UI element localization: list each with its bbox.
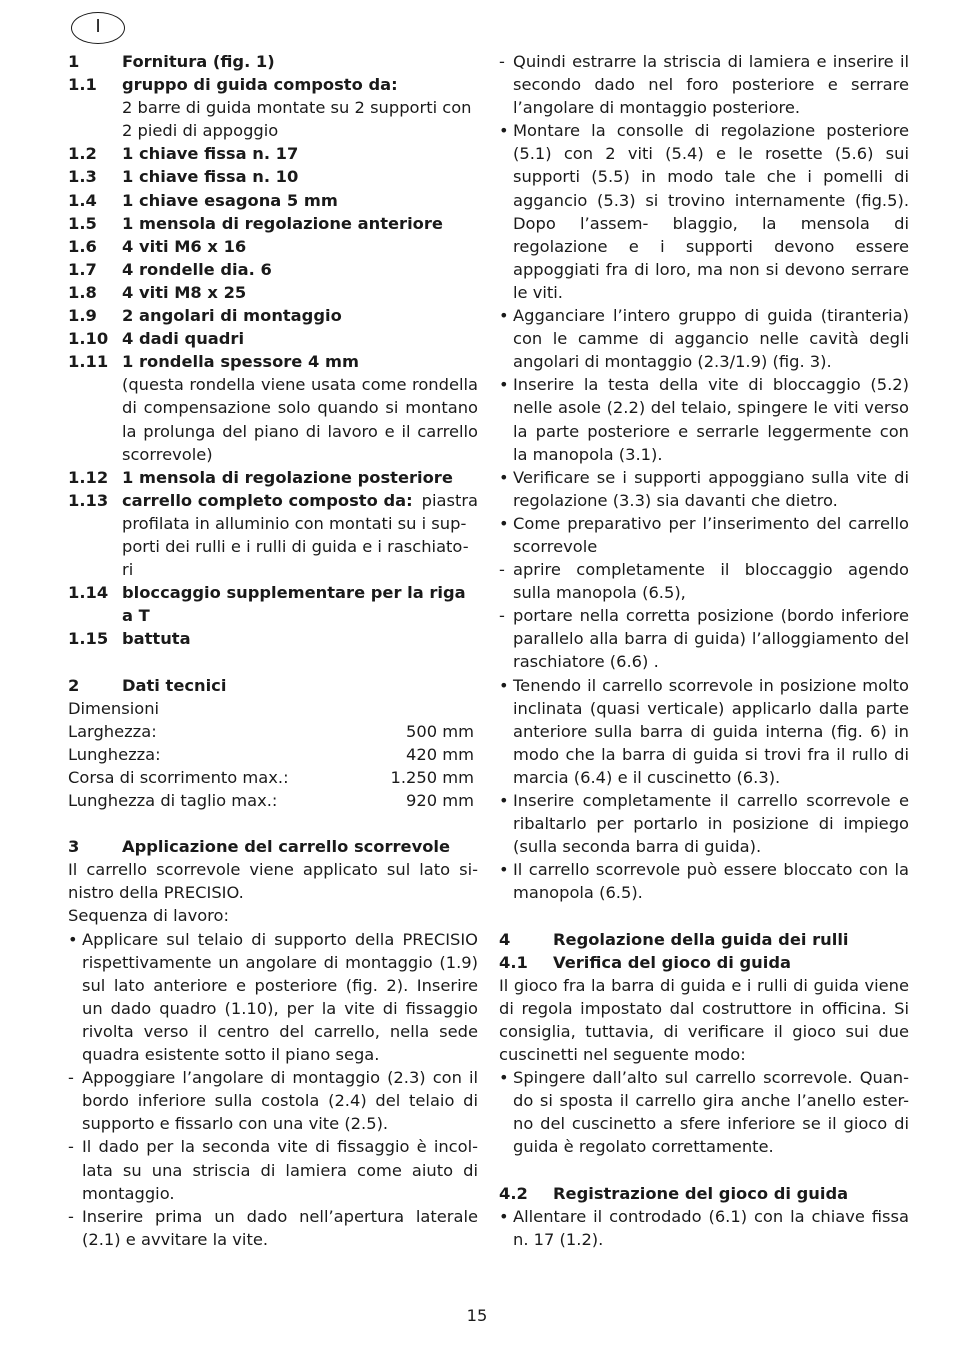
bullet-marker: • [499, 1068, 509, 1088]
step-item [499, 512, 909, 558]
spec-value: 920 mm [406, 791, 474, 810]
bullet-marker: • [499, 513, 509, 533]
list-item [68, 235, 478, 258]
item-number: 1.7 [68, 259, 97, 279]
item-title: 4 viti M6 x 16 [122, 236, 247, 256]
section-number: 4.2 [499, 1183, 528, 1203]
section-number: 2 [68, 675, 80, 695]
list-item [68, 327, 478, 350]
list-item [68, 142, 478, 165]
list-item [68, 489, 478, 512]
step-item [499, 304, 909, 373]
step-item [499, 789, 909, 858]
list-item [68, 189, 478, 212]
section-title: Regolazione della guida dei rulli [553, 929, 849, 949]
bullet-marker: • [499, 1206, 509, 1226]
list-item [68, 281, 478, 304]
step-text: Agganciare l’intero gruppo di guida (tiranteria) con le camme di aggancio nelle cavità degli angolari di montaggio (2.3/1.9) (fig. 3). [513, 306, 909, 372]
step-text: Montare la consolle di regolazione posteriore (5.1) con 2 viti (5.4) e le rosette (5.6) sui supporti (5.5) in modo tale che i pomelli di aggancio (5.3) si trovino internamente (fig.5). Dopo l’assem- blaggio, la mensola di regolazione e i supporti devono essere appoggiati fra di loro, ma non si devono serrare le viti. [513, 121, 909, 302]
bullet-marker: • [499, 467, 509, 487]
step-item [499, 858, 909, 904]
bullet-marker: • [499, 791, 509, 810]
dash-marker: - [499, 606, 505, 626]
dash-marker: - [68, 1068, 74, 1088]
item-title: 4 viti M8 x 25 [122, 282, 247, 302]
bullet-marker: • [499, 860, 509, 880]
left-column [68, 50, 478, 1251]
item-title-continuation: piastra [421, 490, 478, 510]
step-item [499, 674, 909, 789]
item-title: bloccaggio supplementare per la riga a T [122, 583, 466, 626]
section-number: 4.1 [499, 952, 528, 972]
section-number: 4 [499, 929, 511, 949]
step-text: aprire completamente il bloccaggio agendo sulla manopola (6.5), [513, 560, 909, 603]
dash-marker: - [68, 1206, 74, 1226]
section-title: Applicazione del carrello scorrevole [122, 837, 451, 857]
list-item [68, 73, 478, 96]
dash-marker: - [499, 560, 505, 580]
step-text: Spingere dall’alto sul carrello scorrevole. Quan- do si sposta il carrello gira anche l’anello ester- no del cuscinetto a sfere inferiore se il gioco di guida è regolato correttamente. [513, 1068, 909, 1157]
bullet-marker: • [68, 929, 78, 949]
item-number: 1.15 [68, 629, 109, 649]
subsection-body: Il gioco fra la barra di guida e i rulli di guida viene di regola impostato dal costruttore in officina. Si consiglia, tuttavia, di verificare il gioco sui due cuscinetti nel seguente modo: [499, 975, 909, 1065]
spec-row [68, 743, 474, 766]
bullet-marker: • [499, 375, 509, 395]
item-number: 1.4 [68, 190, 97, 210]
section-intro: Il carrello scorrevole viene applicato sul lato si- nistro della PRECISIO. [68, 860, 478, 903]
item-number: 1.1 [68, 75, 97, 95]
item-number: 1.3 [68, 167, 97, 187]
section-1-heading [68, 50, 478, 73]
item-number: 1.13 [68, 490, 109, 510]
list-item [68, 627, 478, 650]
step-text: Applicare sul telaio di supporto della PRECISIO rispettivamente un angolare di montaggio (1.9) sul lato anteriore e posteriore (fig. 2). Inserire un dado quadro (1.10), per la vite di fissaggio rivolta verso il centro del carrello, nella sede quadra esistente sotto il piano sega. [82, 929, 478, 1065]
step-item [499, 1205, 909, 1251]
item-title: 1 mensola di regolazione posteriore [122, 467, 453, 487]
step-item [499, 1066, 909, 1158]
item-title: gruppo di guida composto da: [122, 75, 398, 95]
list-item [68, 350, 478, 373]
item-title: 1 mensola di regolazione anteriore [122, 213, 443, 233]
bullet-marker: • [499, 121, 509, 141]
step-item [499, 119, 909, 304]
step-text: Quindi estrarre la striscia di lamiera e inserire il secondo dado nel foro posteriore e serrare l’angolare di montaggio posteriore. [513, 52, 909, 118]
item-number: 1.14 [68, 583, 109, 603]
step-item [499, 466, 909, 512]
item-title: carrello completo composto da: [122, 490, 413, 510]
item-title: 1 chiave fissa n. 10 [122, 167, 299, 187]
subsection-4-2-heading [499, 1182, 909, 1205]
section-2-heading [68, 674, 478, 697]
list-item [68, 258, 478, 281]
item-title: 4 rondelle dia. 6 [122, 259, 272, 279]
spec-value: 500 mm [406, 721, 474, 741]
step-item [68, 928, 478, 1067]
section-title: Fornitura (fig. 1) [122, 52, 275, 71]
step-text: Inserire la testa della vite di bloccaggio (5.2) nelle asole (2.2) del telaio, spingere le viti verso la parte posteriore e serrarle leggermente con la manopola (3.1). [513, 375, 909, 464]
item-number: 1.8 [68, 282, 97, 302]
step-text: portare nella corretta posizione (bordo inferiore parallelo alla barra di guida) l’alloggiamento del raschiatore (6.6) . [513, 606, 909, 672]
item-title: 2 angolari di montaggio [122, 306, 342, 326]
step-text: Come preparativo per l’inserimento del carrello scorrevole [513, 513, 909, 556]
section-number: 3 [68, 837, 80, 857]
spec-row [68, 789, 474, 812]
list-item [68, 304, 478, 327]
step-text: Il carrello scorrevole può essere bloccato con la manopola (6.5). [513, 860, 909, 903]
dash-marker: - [499, 52, 505, 71]
list-item [68, 581, 478, 627]
subsection-4-1-heading [499, 951, 909, 974]
spec-value: 420 mm [406, 744, 474, 764]
spec-row [68, 766, 474, 789]
sequence-label: Sequenza di lavoro: [68, 906, 229, 926]
item-title: 1 rondella spessore 4 mm [122, 352, 359, 372]
step-item [499, 50, 909, 119]
item-description-line: porti dei rulli e i rulli di guida e i raschiato- [122, 536, 469, 556]
section-number: 1 [68, 52, 80, 71]
step-item [499, 373, 909, 465]
section-title: Dati tecnici [122, 675, 227, 695]
item-description-line: profilata in alluminio con montati su i sup- [122, 513, 467, 533]
step-text: Allentare il controdado (6.1) con la chiave fissa n. 17 (1.2). [513, 1206, 909, 1249]
bullet-marker: • [499, 675, 509, 695]
step-item [68, 1066, 478, 1135]
specs-table [68, 720, 474, 812]
language-badge: I [71, 12, 125, 44]
step-item [68, 1205, 478, 1251]
step-text: Tenendo il carrello scorrevole in posizione molto inclinata (quasi verticale) applicarlo dalla parte anteriore sulla barra di guida interna (fig. 6) in modo che la barra di guida si trovi fra il rullo di marcia (6.4) e il cuscinetto (6.3). [513, 675, 909, 787]
spec-value: 1.250 mm [390, 767, 474, 787]
item-number: 1.6 [68, 236, 97, 256]
item-description-line: 2 piedi di appoggio [122, 121, 279, 141]
spec-row [68, 720, 474, 743]
section-title: Registrazione del gioco di guida [553, 1183, 849, 1203]
step-text: Verificare se i supporti appoggiano sulla vite di regolazione (3.3) sia davanti che dietro. [513, 467, 909, 510]
item-number: 1.10 [68, 329, 109, 349]
item-title: battuta [122, 629, 191, 649]
dash-marker: - [68, 1137, 74, 1157]
item-number: 1.12 [68, 467, 109, 487]
spec-label: Larghezza: [68, 721, 157, 741]
page-number: 15 [466, 1306, 488, 1325]
item-description: (questa rondella viene usata come rondella di compensazione solo quando si montano la prolunga del piano di lavoro e il carrello scorrevole) [122, 375, 478, 464]
right-column [499, 50, 909, 1251]
list-item [68, 212, 478, 235]
item-number: 1.5 [68, 213, 97, 233]
step-item [499, 558, 909, 604]
item-number: 1.9 [68, 306, 97, 326]
item-title: 4 dadi quadri [122, 329, 245, 349]
spec-label: Lunghezza di taglio max.: [68, 791, 278, 810]
section-4-heading [499, 928, 909, 951]
item-title: 1 chiave esagona 5 mm [122, 190, 338, 210]
dimensions-label: Dimensioni [68, 698, 160, 718]
item-number: 1.11 [68, 352, 109, 372]
item-title: 1 chiave fissa n. 17 [122, 144, 299, 164]
list-item [68, 466, 478, 489]
section-title: Verifica del gioco di guida [553, 952, 791, 972]
step-item [68, 1135, 478, 1204]
list-item [68, 165, 478, 188]
step-text: Inserire completamente il carrello scorrevole e ribaltarlo per portarlo in posizione di impiego (sulla seconda barra di guida). [513, 791, 909, 857]
bullet-marker: • [499, 306, 509, 326]
item-number: 1.2 [68, 144, 97, 164]
step-text: Inserire prima un dado nell’apertura laterale (2.1) e avvitare la vite. [82, 1206, 478, 1249]
spec-label: Lunghezza: [68, 744, 161, 764]
step-item [499, 604, 909, 673]
spec-label: Corsa di scorrimento max.: [68, 767, 289, 787]
section-3-heading [68, 835, 478, 858]
item-description-line: 2 barre di guida montate su 2 supporti con [122, 98, 472, 118]
step-text: Il dado per la seconda vite di fissaggio è incol- lata su una striscia di lamiera come aiuto di montaggio. [82, 1137, 478, 1203]
item-description-line: ri [122, 560, 134, 580]
step-text: Appoggiare l’angolare di montaggio (2.3) con il bordo inferiore sulla costola (2.4) del telaio di supporto e fissarlo con una vite (2.5). [82, 1068, 478, 1134]
